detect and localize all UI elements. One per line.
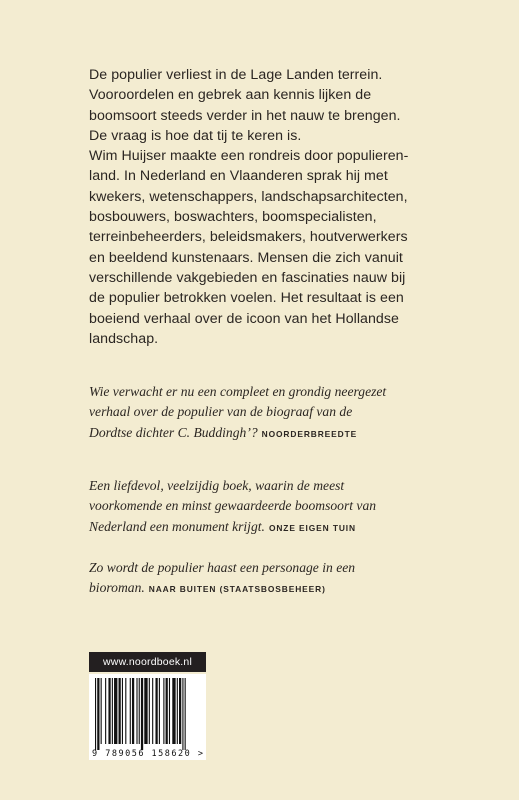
barcode-bar	[172, 678, 175, 744]
quote-line-text: Nederland een monument krijgt.	[89, 518, 265, 534]
barcode-bar	[136, 678, 137, 744]
quote-line: Zo wordt de populier haast een personage in een	[89, 560, 356, 575]
blurb-line: boeiend verhaal over de icoon van het Hollandse	[89, 310, 399, 327]
barcode-bar	[101, 678, 102, 744]
barcode-bar	[132, 678, 134, 744]
blurb-line: kwekers, wetenschappers, landschapsarchitecten,	[89, 188, 408, 205]
barcode-bar	[125, 678, 126, 744]
quote-line: voorkomende en minst gewaardeerde boomsoort van	[89, 498, 377, 514]
review-quote	[89, 558, 409, 600]
barcode-bar	[159, 678, 160, 744]
barcode-bar	[152, 678, 153, 744]
quote-line-text: Dordtse dichter C. Buddingh’?	[89, 424, 258, 440]
blurb-line: verschillende vakgebieden en fascinaties nauw bij	[89, 269, 406, 286]
barcode-bar	[177, 678, 178, 744]
barcode-bar	[139, 678, 140, 744]
barcode-bar	[179, 678, 181, 744]
review-quote	[89, 382, 409, 444]
barcode-bar	[97, 678, 99, 750]
barcode-bar	[114, 678, 117, 744]
barcode-bar	[122, 678, 123, 744]
barcode-bar	[95, 678, 96, 750]
isbn-barcode	[89, 674, 206, 760]
blurb-line: De vraag is hoe dat tij te keren is.	[89, 127, 302, 144]
blurb-line: land. In Nederland en Vlaanderen sprak hij met	[89, 168, 388, 185]
quote-line-text: bioroman.	[89, 580, 145, 596]
barcode-bar	[149, 678, 150, 744]
quote-source: NAAR BUITEN (STAATSBOSBEHEER)	[148, 584, 326, 595]
barcode-bar	[169, 678, 170, 744]
blurb-line: De populier verliest in de Lage Landen terrein.	[89, 67, 383, 83]
barcode-bar	[108, 678, 110, 744]
quote-line: Wie verwacht er nu een compleet en grondig neergezet	[89, 384, 387, 399]
barcode-bar	[166, 678, 168, 744]
blurb-line: Wim Huijser maakte een rondreis door populieren-	[89, 148, 409, 165]
barcode-bar	[112, 678, 113, 744]
barcode-bar	[155, 678, 157, 744]
barcode-bar	[141, 678, 143, 750]
barcode-bar	[119, 678, 121, 744]
barcode-bar	[163, 678, 164, 744]
blurb-line: bosbouwers, boswachters, boomspecialisten,	[89, 209, 377, 226]
quote-source: ONZE EIGEN TUIN	[268, 522, 356, 533]
barcode-bar	[144, 678, 147, 744]
barcode-bar	[185, 678, 186, 750]
publisher-url: www.noordboek.nl	[89, 652, 206, 672]
barcode-graphic	[89, 674, 206, 760]
review-quote	[89, 476, 409, 538]
blurb-line: terreinbeheerders, beleidsmakers, houtverwerkers	[89, 229, 408, 246]
blurb-line: en beeldend kunstenaars. Mensen die zich vanuit	[89, 249, 403, 266]
quote-line	[89, 517, 409, 538]
barcode-bar	[130, 678, 131, 744]
blurb-line: boomsoort steeds verder in het nauw te brengen.	[89, 107, 401, 124]
barcode-bar	[105, 678, 106, 744]
quote-line: Een liefdevol, veelzijdig boek, waarin de meest	[89, 478, 345, 493]
isbn-digits: 9 789056 158620 >	[92, 749, 203, 759]
blurb-line: de populier betrokken voelen. Het resultaat is een	[89, 290, 404, 307]
quote-line	[89, 578, 409, 599]
quote-line	[89, 423, 409, 444]
blurb-line: landschap.	[89, 330, 159, 347]
blurb-line: Vooroordelen en gebrek aan kennis lijken de	[89, 87, 372, 104]
barcode-bar	[182, 678, 183, 750]
quote-line: verhaal over de populier van de biograaf van de	[89, 404, 353, 420]
back-cover-blurb	[89, 65, 409, 349]
quote-source: NOORDERBREEDTE	[261, 428, 358, 439]
